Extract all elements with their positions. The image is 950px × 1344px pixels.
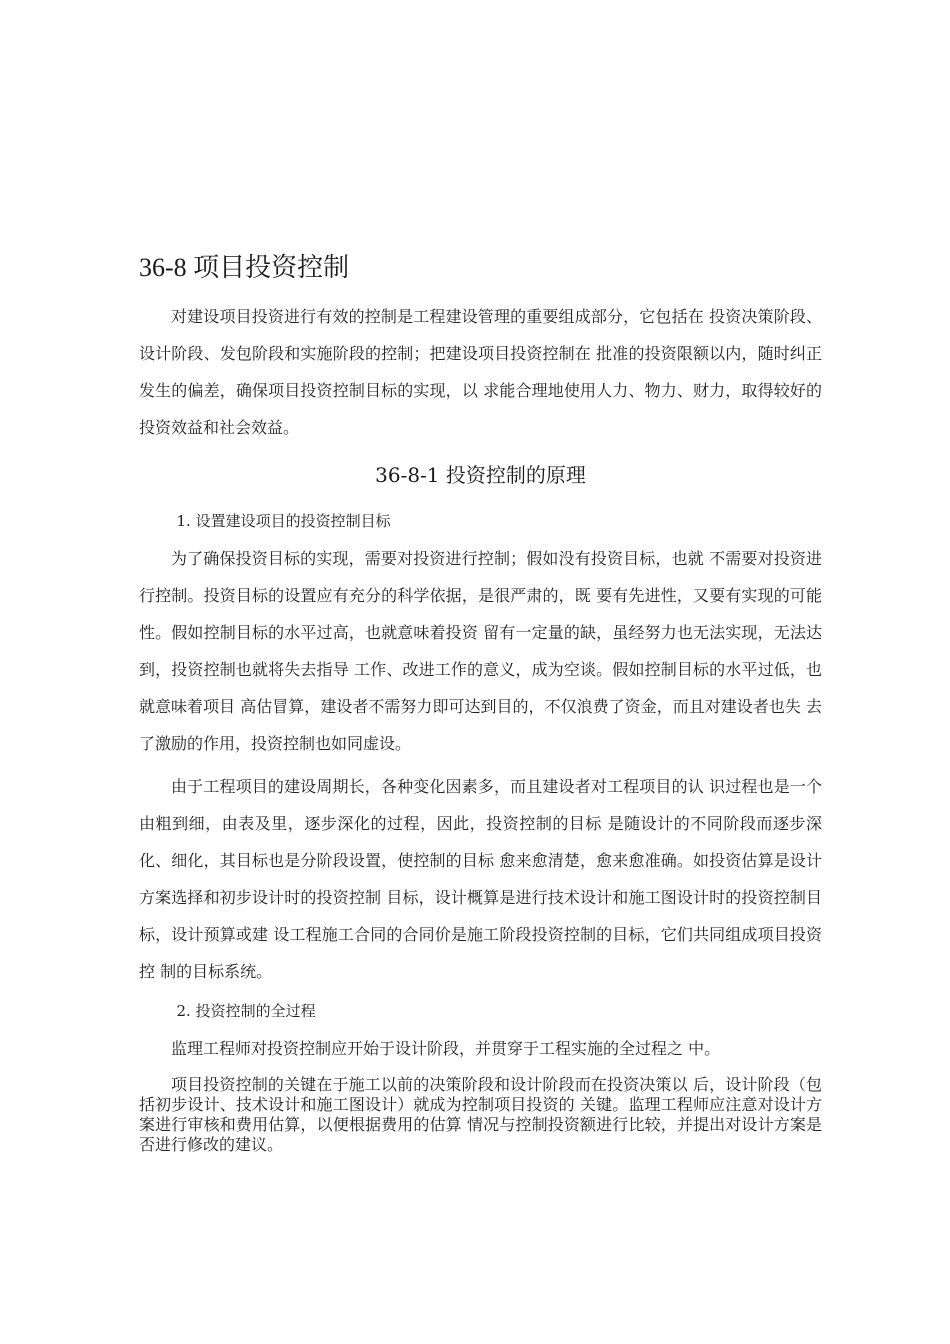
main-heading: 36-8 项目投资控制 <box>139 253 350 282</box>
item1-paragraph-2: 由于工程项目的建设周期长，各种变化因素多，而且建设者对工程项目的认 识过程也是一个由粗到细，由表及里，逐步深化的过程，因此，投资控制的目标 是随设计的不同阶段而逐步深化、细化，其目标也是分阶段设置，使控制的目标 愈来愈清楚，愈来愈准确。如投资估算是设计方案选择和初步设计时的投资控制 目标，设计概算是进行技术设计和施工图设计时的投资控制目标，设计预算或建 设工程施工合同的合同价是施工阶段投资控制的目标，它们共同组成项目投资控 制的目标系统。 <box>139 777 822 981</box>
document-body <box>139 250 822 1155</box>
list-item-2-title: 2. 投资控制的全过程 <box>176 1002 316 1020</box>
page-top-margin <box>0 0 950 240</box>
section-heading: 36-8-1 投资控制的原理 <box>375 463 586 487</box>
item2-paragraph-1: 监理工程师对投资控制应开始于设计阶段，并贯穿于工程实施的全过程之 中。 <box>171 1039 721 1058</box>
intro-paragraph: 对建设项目投资进行有效的控制是工程建设管理的重要组成部分，它包括在 投资决策阶段、设计阶段、发包阶段和实施阶段的控制；把建设项目投资控制在 批准的投资限额以内，随时纠正发生的偏差，确保项目投资控制目标的实现，以 求能合理地使用人力、物力、财力，取得较好的投资效益和社会效益。 <box>139 307 822 437</box>
item2-paragraph-2: 项目投资控制的关键在于施工以前的决策阶段和设计阶段而在投资决策以 后，设计阶段（包括初步设计、技术设计和施工图设计）就成为控制项目投资的 关键。监理工程师应注意对设计方案进行审核和费用估算，以便根据费用的估算 情况与控制投资额进行比较，并提出对设计方案是否进行修改的建议。 <box>139 1075 822 1154</box>
item1-paragraph-1: 为了确保投资目标的实现，需要对投资进行控制；假如没有投资目标，也就 不需要对投资进行控制。投资目标的设置应有充分的科学依据，是很严肃的，既 要有先进性，又要有实现的可能性。假如控制目标的水平过高，也就意味着投资 留有一定量的缺，虽经努力也无法实现，无法达到，投资控制也就将失去指导 工作、改进工作的意义，成为空谈。假如控制目标的水平过低，也就意味着项目 高估冒算，建设者不需努力即可达到目的，不仅浪费了资金，而且对建设者也失 去了激励的作用，投资控制也如同虚设。 <box>139 549 822 753</box>
list-item-1-title: 1. 设置建设项目的投资控制目标 <box>176 512 391 530</box>
